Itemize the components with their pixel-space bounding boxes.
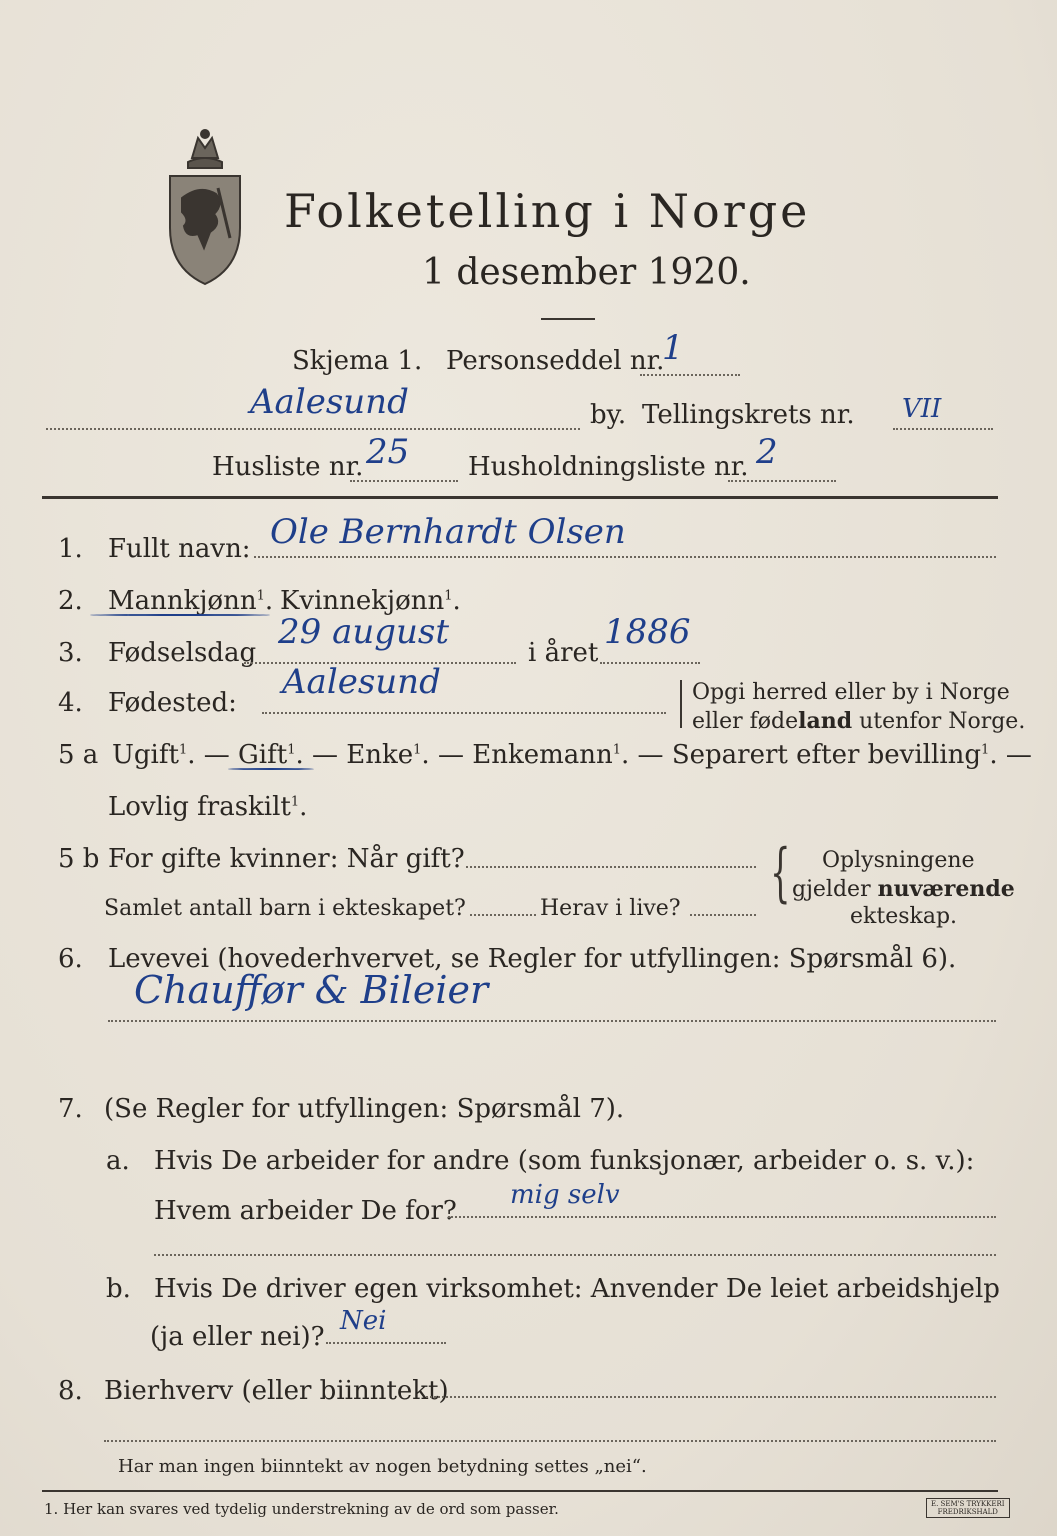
q2-kvinnekjonn[interactable]: Kvinnekjønn$^1$. — [280, 586, 461, 616]
by-label: by. — [590, 400, 627, 430]
personseddel-value[interactable]: 1 — [662, 328, 684, 368]
q5a-enke[interactable]: Enke — [346, 740, 414, 770]
tellingskrets-label: Tellingskrets nr. — [642, 400, 855, 430]
q3-year-value[interactable]: 1886 — [604, 612, 691, 652]
printer-stamp: E. SEM'S TRYKKERI FREDRIKSHALD — [926, 1498, 1010, 1518]
husliste-value[interactable]: 25 — [366, 432, 410, 472]
husholdningsliste-label: Husholdningsliste nr. — [468, 452, 749, 482]
coat-of-arms-icon — [160, 128, 250, 292]
q2-mannkjonn-underline — [90, 614, 270, 616]
header-rule — [42, 496, 998, 499]
q6-number: 6. — [58, 944, 83, 974]
q5b-when-married-label: For gifte kvinner: Når gift? — [108, 844, 465, 874]
q3-birthday-value[interactable]: 29 august — [278, 612, 450, 652]
q7b-helper-value[interactable]: Nei — [340, 1306, 387, 1336]
q3-number: 3. — [58, 638, 83, 668]
form-title: Folketelling i Norge — [284, 184, 811, 238]
q5a-gift-underline — [228, 768, 314, 770]
skjema-label: Skjema 1. — [292, 346, 423, 376]
footnote: 1. Her kan svares ved tydelig understrekning av de ord som passer. — [44, 1500, 559, 1518]
q2-number: 2. — [58, 586, 83, 616]
q4-note-line2: eller fødeland utenfor Norge. — [692, 708, 1026, 734]
husholdningsliste-value[interactable]: 2 — [756, 432, 778, 472]
q5a-enkemann[interactable]: Enkemann — [472, 740, 613, 770]
q7b-number: b. — [106, 1274, 131, 1304]
q6-occupation-value[interactable]: Chauffør & Bileier — [134, 968, 489, 1012]
q8-label: Bierhverv (eller biinntekt) — [104, 1376, 449, 1406]
q4-label: Fødested: — [108, 688, 237, 718]
q5b-alive-label: Herav i live? — [540, 896, 681, 921]
q3-label: Fødselsdag — [108, 638, 257, 668]
q7a-employer-value[interactable]: mig selv — [510, 1180, 620, 1210]
footer-note: Har man ingen biinntekt av nogen betydning settes „nei“. — [118, 1456, 647, 1477]
q2-mannkjonn[interactable]: Mannkjønn$^1$. — [108, 586, 274, 616]
q5b-brace: { — [770, 836, 791, 910]
q7a-number: a. — [106, 1146, 130, 1176]
q5b-note-line3: ekteskap. — [850, 904, 958, 929]
q4-birthplace-value[interactable]: Aalesund — [282, 662, 441, 702]
q5b-children-label: Samlet antall barn i ekteskapet? — [104, 896, 466, 921]
title-divider — [541, 318, 595, 320]
footer-rule — [42, 1490, 998, 1492]
q5b-number: 5 b — [58, 844, 100, 874]
q5a-options: Ugift$^1$. — Gift$^1$. — Enke$^1$. — Enkemann$^1$. — Separert efter bevilling$^1$. — — [112, 740, 1032, 770]
q5a-gift[interactable]: Gift — [238, 740, 288, 770]
husliste-label: Husliste nr. — [212, 452, 364, 482]
q7-number: 7. — [58, 1094, 83, 1124]
q5a-lovlig-fraskilt[interactable]: Lovlig fraskilt$^1$. — [108, 792, 308, 822]
q1-number: 1. — [58, 534, 83, 564]
q7-label: (Se Regler for utfyllingen: Spørsmål 7). — [104, 1094, 625, 1124]
q7a-question: Hvem arbeider De for? — [154, 1196, 457, 1226]
q5a-number: 5 a — [58, 740, 99, 770]
q5b-note-line2: gjelder nuværende — [792, 876, 1015, 902]
city-value[interactable]: Aalesund — [250, 382, 409, 422]
q7b-text: Hvis De driver egen virksomhet: Anvender De leiet arbeidshjelp — [154, 1274, 1000, 1304]
q5a-separert[interactable]: Separert efter bevilling — [671, 740, 982, 770]
q1-full-name-value[interactable]: Ole Bernhardt Olsen — [270, 512, 626, 552]
q4-number: 4. — [58, 688, 83, 718]
q7a-text: Hvis De arbeider for andre (som funksjonær, arbeider o. s. v.): — [154, 1146, 975, 1176]
q5b-note-line1: Oplysningene — [822, 848, 975, 873]
form-date: 1 desember 1920. — [422, 252, 751, 293]
q5a-ugift[interactable]: Ugift — [112, 740, 179, 770]
q4-note-line1: Opgi herred eller by i Norge — [692, 680, 1010, 705]
q3-year-label: i året — [528, 638, 599, 668]
q6-label: Levevei (hovederhvervet, se Regler for utfyllingen: Spørsmål 6). — [108, 944, 957, 974]
q1-label: Fullt navn: — [108, 534, 251, 564]
q7b-question: (ja eller nei)? — [150, 1322, 325, 1352]
q8-number: 8. — [58, 1376, 83, 1406]
personseddel-label: Personseddel nr. — [446, 346, 665, 376]
tellingskrets-value[interactable]: VII — [902, 394, 942, 424]
